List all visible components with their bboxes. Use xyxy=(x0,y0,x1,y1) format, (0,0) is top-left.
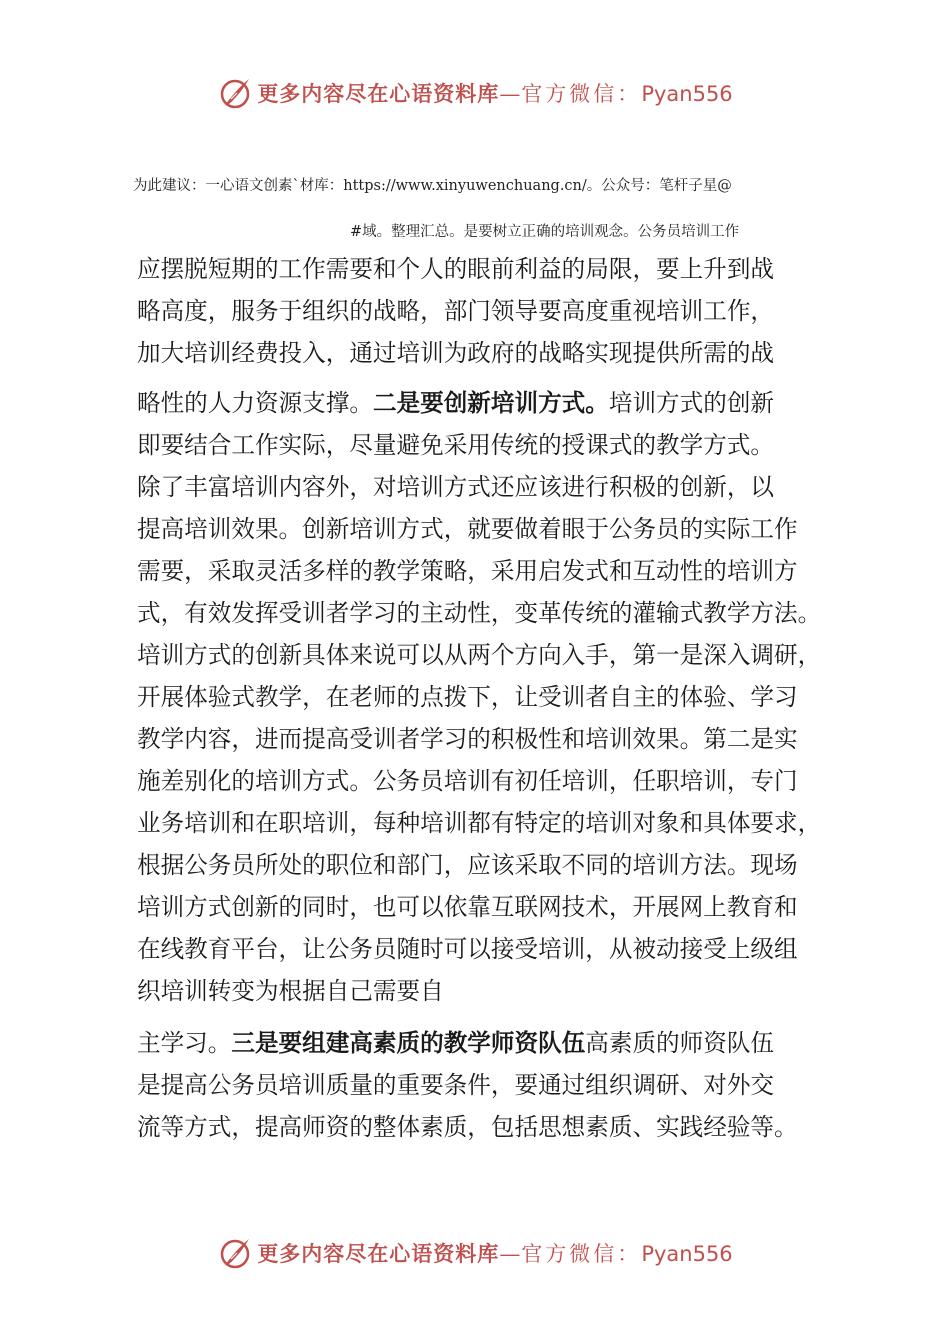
banner-text xyxy=(257,1238,732,1268)
text-line: 流等方式，提高师资的整体素质，包括思想素质、实践经验等。 xyxy=(137,1113,798,1141)
bold-heading: 二是要创新培训方式。 xyxy=(372,389,609,417)
banner-separator: — xyxy=(499,1242,522,1266)
text-line: 开展体验式教学，在老师的点拨下，让受训者自主的体验、学习 xyxy=(137,683,798,711)
banner-wechat-label: 官方微信： xyxy=(521,82,642,106)
text-line: 是提高公务员培训质量的重要条件，要通过组织调研、对外交 xyxy=(137,1071,775,1099)
text-line xyxy=(137,1022,857,1064)
text-line: 培训方式创新的同时，也可以依靠互联网技术，开展网上教育和 xyxy=(137,893,798,921)
paragraph-1 xyxy=(137,248,857,374)
text-line: 业务培训和在职培训，每种培训都有特定的培训对象和具体要求， xyxy=(137,809,822,837)
banner-title: 更多内容尽在心语资料库 xyxy=(257,81,500,106)
footer-banner xyxy=(0,1231,950,1275)
text-span: 培训方式的创新 xyxy=(608,389,775,417)
text-line xyxy=(137,382,857,424)
text-line: 织培训转变为根据自己需要自 xyxy=(137,977,444,1005)
banner-wechat-label: 官方微信： xyxy=(521,1242,642,1266)
text-line: 略高度，服务于组织的战略，部门领导要高度重视培训工作， xyxy=(137,297,775,325)
text-line: 即要结合工作实际，尽量避免采用传统的授课式的教学方式。 xyxy=(137,431,775,459)
note-line-1: 为此建议：一心语文创素`材库：https://www.xinyuwenchuang.cn/。公众号：笔杆子星@ xyxy=(133,178,732,194)
text-line: 培训方式的创新具体来说可以从两个方向入手，第一是深入调研， xyxy=(137,641,822,669)
quill-circle-logo-icon xyxy=(217,1235,253,1271)
text-span: 略性的人力资源支撑。 xyxy=(137,389,373,417)
banner-wechat-id: Pyan556 xyxy=(641,1242,733,1266)
quill-circle-logo-icon xyxy=(217,75,253,111)
text-line: 施差别化的培训方式。公务员培训有初任培训，任职培训，专门 xyxy=(137,767,798,795)
banner-text xyxy=(257,78,732,108)
text-span: 高素质的师资队伍 xyxy=(585,1029,775,1057)
note-line-2: #域。整理汇总。是要树立正确的培训观念。公务员培训工作 xyxy=(350,224,740,240)
text-span: 主学习。 xyxy=(137,1029,232,1057)
text-line: 根据公务员所处的职位和部门，应该采取不同的培训方法。现场 xyxy=(137,851,798,879)
header-banner xyxy=(0,71,950,115)
text-line: 式，有效发挥受训者学习的主动性，变革传统的灌输式教学方法。 xyxy=(137,599,822,627)
paragraph-3 xyxy=(137,1022,857,1148)
text-line: 除了丰富培训内容外，对培训方式还应该进行积极的创新，以 xyxy=(137,473,775,501)
text-line: 应摆脱短期的工作需要和个人的眼前利益的局限，要上升到战 xyxy=(137,255,775,283)
banner-title: 更多内容尽在心语资料库 xyxy=(257,1241,500,1266)
banner-wechat-id: Pyan556 xyxy=(641,82,733,106)
text-line: 教学内容，进而提高受训者学习的积极性和培训效果。第二是实 xyxy=(137,725,798,753)
text-line: 提高培训效果。创新培训方式，就要做着眼于公务员的实际工作 xyxy=(137,515,798,543)
banner-separator: — xyxy=(499,82,522,106)
text-line: 加大培训经费投入，通过培训为政府的战略实现提供所需的战 xyxy=(137,339,775,367)
text-line: 需要，采取灵活多样的教学策略，采用启发式和互动性的培训方 xyxy=(137,557,798,585)
paragraph-2 xyxy=(137,382,857,1012)
text-line: 在线教育平台，让公务员随时可以接受培训，从被动接受上级组 xyxy=(137,935,798,963)
bold-heading: 三是要组建高素质的教学师资队伍 xyxy=(231,1029,586,1057)
